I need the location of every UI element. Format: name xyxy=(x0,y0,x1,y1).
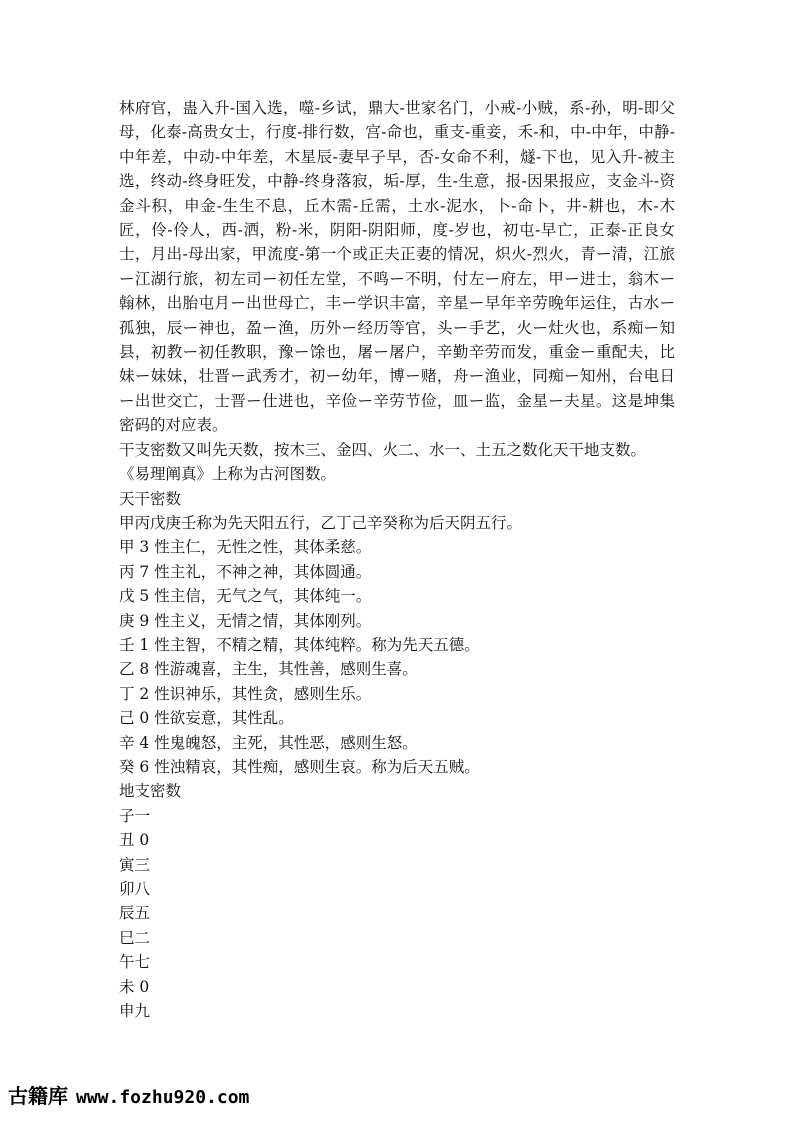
section-heading-tiangan: 天干密数 xyxy=(119,489,182,508)
text-line: 庚 9 性主义，无情之情，其体刚列。 xyxy=(119,611,372,630)
text-line: 乙 8 性游魂喜，主生，其性善，感则生喜。 xyxy=(119,660,418,679)
text-line: 丁 2 性识神乐，其性贪，感则生乐。 xyxy=(119,684,372,703)
text-line: 癸 6 性浊精哀，其性痴，感则生哀。称为后天五贼。 xyxy=(119,757,480,776)
text-line: 己 0 性欲妄意，其性乱。 xyxy=(119,709,294,728)
text-line: 甲丙戊庚壬称为先天阳五行，乙丁己辛癸称为后天阴五行。 xyxy=(119,513,523,532)
footer-url: www.fozhu920.com xyxy=(76,1087,250,1108)
intro-paragraph: 林府官，蛊入升-国入选，噬-乡试，鼎大-世家名门，小戒-小贼，系-孙，明-即父母，化泰-高贵女士，行度-排行数，宫-命也，重支-重妾，禾-和，中-中年，中静-中年差，中动-中年差，木星辰-妻早子早，否-女命不利，燧-下也，见入升-被主选，终动-终身旺发，中静-终身落寂，垢-厚，生-生意，报-因果报应，支金斗-资金斗积，申金-生生不息，丘木需-丘需，土水-泥水，卜-命卜，井-耕也，木-木匠，伶-伶人，西-洒，粉-米，阴阳-阴阳师，度-岁也，初屯-早亡，正泰-正良女士，月出-母出家，甲流度-第一个或正夫正妻的情况，炽火-烈火，青ー清，江旅ー江湖行旅，初左司ー初任左堂，不鸣ー不明，付左ー府左，甲ー进士，翁木ー翰林，出胎屯月ー出世母亡，丰ー学识丰富，辛星ー早年辛劳晚年运住，古水ー孤独，辰ー神也，盈ー渔，历外ー经历等官，头ー手艺，火ー灶火也，系痴ー知县，初教ー初任教职，豫ー馀也，屠ー屠户，辛勤辛劳而发，重金ー重配夫，比妹ー妹妹，壮晋ー武秀才，初ー幼年，博ー赌，舟ー渔业，同痴ー知州，台电日ー出世交亡，士晋ー仕进也，辛俭ー辛劳节俭，皿ー监，金星ー夫星。这是坤集密码的对应表。 xyxy=(119,99,675,435)
text-line: 申九 xyxy=(119,1002,151,1021)
text-line: 干支密数又叫先天数，按木三、金四、火二、水一、土五之数化天干地支数。 xyxy=(119,440,647,459)
text-line: 壬 1 性主智，不精之精，其体纯粹。称为先天五德。 xyxy=(119,635,480,654)
text-line: 戊 5 性主信，无气之气，其体纯一。 xyxy=(119,587,372,606)
text-line: 巳二 xyxy=(119,928,151,947)
text-line: 丑 0 xyxy=(119,831,150,850)
text-line: 子一 xyxy=(119,806,151,825)
text-line: 辛 4 性鬼魄怒，主死，其性恶，感则生怒。 xyxy=(119,733,418,752)
text-line: 未 0 xyxy=(119,977,150,996)
text-line: 甲 3 性主仁，无性之性，其体柔慈。 xyxy=(119,538,372,557)
text-line: 《易理阐真》上称为古河图数。 xyxy=(119,465,337,484)
text-line: 寅三 xyxy=(119,855,151,874)
text-line: 丙 7 性主礼，不神之神，其体圆通。 xyxy=(119,562,372,581)
footer-watermark xyxy=(8,1080,249,1110)
document-body xyxy=(119,96,675,1023)
text-line: 卯八 xyxy=(119,880,151,898)
footer-brand: 古籍库 xyxy=(8,1084,68,1108)
section-heading-dizhi: 地支密数 xyxy=(119,782,182,801)
text-line: 辰五 xyxy=(119,904,151,923)
text-line: 午七 xyxy=(119,953,151,972)
